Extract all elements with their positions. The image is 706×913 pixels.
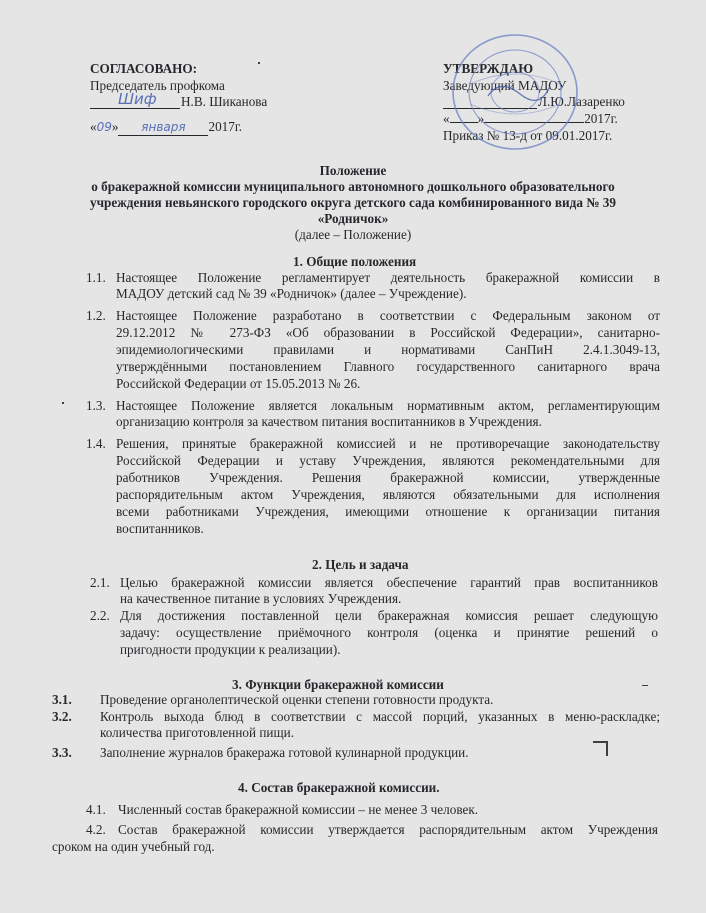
paragraph-line: Проведение органолептической оценки степени готовности продукта.	[100, 692, 494, 707]
paragraph-line: Состав бракеражной комиссии утверждается распорядительным актом Учреждения	[118, 822, 658, 837]
approval-left-heading: СОГЛАСОВАНО:	[90, 61, 198, 76]
section-heading: 4. Состав бракеражной комиссии.	[238, 780, 440, 795]
approval-right-role: Заведующий МАДОУ	[443, 78, 567, 93]
scan-speck	[62, 402, 64, 404]
paragraph-line: утверждёнными постановлением Главного государственного санитарного врача	[116, 359, 660, 374]
paragraph-line: на качественное питание в условиях Учреждения.	[120, 591, 402, 606]
document-title: Положение	[319, 163, 387, 178]
document-title-line: учреждения невьянского городского округа детского сада комбинированного вида № 39	[90, 195, 616, 210]
paragraph-line: работников Учреждения. Решения бракеражной комиссии, утвержденные	[116, 470, 660, 485]
section-heading: 3. Функции бракеражной комиссии	[232, 677, 444, 692]
approval-right-heading: УТВЕРЖДАЮ	[443, 61, 534, 76]
item-number: 3.1.	[52, 692, 72, 707]
item-number: 4.2.	[86, 822, 106, 837]
item-number: 1.1.	[86, 270, 106, 285]
paragraph-line: Настоящее Положение является локальным нормативным актом, регламентирующим	[116, 398, 660, 413]
item-number: 2.2.	[90, 608, 110, 623]
signature-line	[90, 108, 180, 109]
section-heading: 1. Общие положения	[293, 254, 417, 269]
section-heading: 2. Цель и задача	[312, 557, 409, 572]
approval-left-name: Н.В. Шиканова	[181, 94, 268, 109]
paragraph-line: задачу: осуществление приёмочного контроля (оценка и принятие решений о	[120, 625, 658, 640]
paragraph-line: 29.12.2012 № 273-ФЗ «Об образовании в Российской Федерации», санитарно-	[116, 325, 660, 340]
handwritten-signature-left: Шиф	[118, 90, 157, 108]
item-number: 1.2.	[86, 308, 106, 323]
paragraph-line: Российской Федерации и уставу Учреждения, являются рекомендательными для	[116, 453, 660, 468]
paragraph-line: МАДОУ детский сад № 39 «Родничок» (далее – Учреждение).	[116, 286, 467, 301]
paragraph-line: пригодности продукции к реализации).	[120, 642, 341, 657]
approval-left-date: «09» января 2017г.	[90, 119, 243, 134]
item-number: 4.1.	[86, 802, 106, 817]
paragraph-line: Российской Федерации от 15.05.2013 № 26.	[116, 376, 361, 391]
paragraph-line: распорядительным актом Учреждения, являются обязательными для исполнения	[116, 487, 660, 502]
approval-right-order: Приказ № 13-д от 09.01.2017г.	[443, 128, 613, 143]
paragraph-line: организацию контроля за качеством питания воспитанников в Учреждения.	[116, 414, 542, 429]
item-number: 1.4.	[86, 436, 106, 451]
item-number: 3.2.	[52, 709, 72, 724]
paragraph-line: Целью бракеражной комиссии является обеспечение гарантий прав воспитанников	[120, 575, 658, 590]
paragraph-line: Настоящее Положение разработано в соответствии с Федеральным законом от	[116, 308, 660, 323]
paragraph-line: сроком на один учебный год.	[52, 839, 215, 854]
paragraph-line: воспитанников.	[116, 521, 204, 536]
paragraph-line: всеми работниками Учреждения, имеющими отношение к организации питания	[116, 504, 660, 519]
document-title-line: «Родничок»	[317, 211, 389, 226]
paragraph-line: Численный состав бракеражной комиссии – не менее 3 человек.	[118, 802, 479, 817]
scan-speck	[258, 62, 260, 64]
paragraph-line: Настоящее Положение регламентирует деятельность бракеражной комиссии в	[116, 270, 660, 285]
paragraph-line: эпидемиологическими правилами и нормативами СанПиН 2.4.1.3049-13,	[116, 342, 660, 357]
corner-mark	[606, 741, 608, 756]
document-subtitle: (далее – Положение)	[294, 227, 412, 242]
paragraph-line: Решения, принятые бракеражной комиссией и не противоречащие законодательству	[116, 436, 660, 451]
document-title-line: о бракеражной комиссии муниципального автономного дошкольного образовательного	[91, 179, 615, 194]
round-stamp	[440, 24, 590, 164]
item-number: 1.3.	[86, 398, 106, 413]
paragraph-line: количества приготовленной пищи.	[100, 725, 294, 740]
approval-right-date: « » 2017г.	[443, 111, 618, 126]
scan-speck	[642, 685, 648, 686]
approval-right-name: Л.Ю.Лазаренко	[538, 94, 625, 109]
approval-left-role: Председатель профкома	[90, 78, 225, 93]
paragraph-line: Заполнение журналов бракеража готовой кулинарной продукции.	[100, 745, 469, 760]
item-number: 2.1.	[90, 575, 110, 590]
item-number: 3.3.	[52, 745, 72, 760]
paragraph-line: Для достижения поставленной цели бракеражная комиссия решает следующую	[120, 608, 658, 623]
paragraph-line: Контроль выхода блюд в соответствии с массой порций, указанных в меню-раскладке;	[100, 709, 660, 724]
